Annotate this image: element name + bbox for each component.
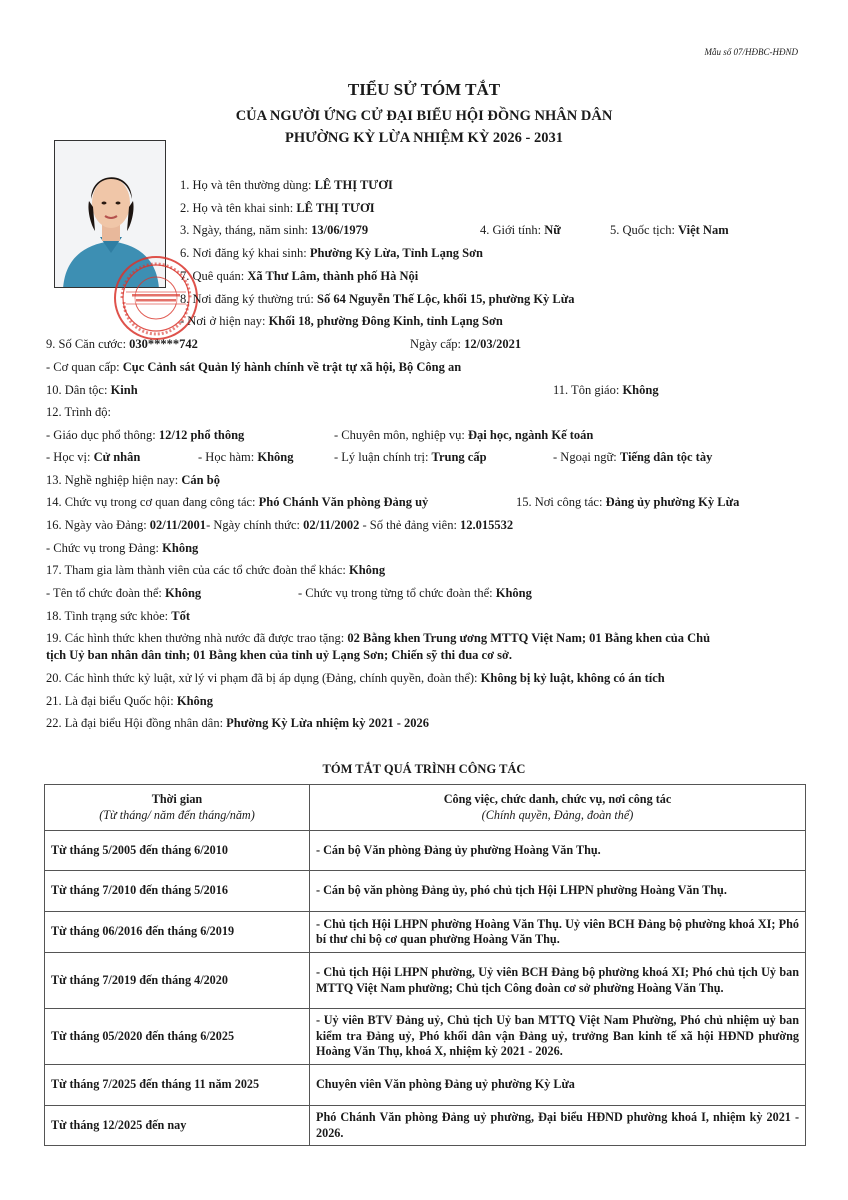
- document-subtitle: CỦA NGƯỜI ỨNG CỬ ĐẠI BIỂU HỘI ĐỒNG NHÂN DÂN: [235, 108, 613, 124]
- field-value: 12/03/2021: [464, 337, 522, 351]
- column-header-time: [45, 785, 310, 831]
- field-label: 2. Họ và tên khai sinh:: [180, 201, 294, 215]
- field-label: - Ngày chính thức:: [206, 518, 300, 532]
- field-value: 12/12 phổ thông: [158, 428, 245, 442]
- field-value: Cán bộ: [181, 473, 220, 487]
- field-value: Đảng ủy phường Kỳ Lừa: [605, 495, 740, 509]
- field-label: 5. Quốc tịch:: [610, 223, 675, 237]
- field-label: 15. Nơi công tác:: [516, 495, 603, 509]
- field-label: - Chức vụ trong Đảng:: [46, 541, 160, 555]
- field-discipline: [46, 671, 665, 686]
- field-label: - Nơi ở hiện nay:: [180, 314, 266, 328]
- table-header-row: [45, 785, 806, 831]
- work-history-table: [44, 784, 806, 1146]
- field-political-theory: [334, 450, 487, 465]
- row-time: Từ tháng 5/2005 đến tháng 6/2010: [45, 831, 310, 871]
- field-value: Không: [348, 563, 386, 577]
- field-education-heading: [46, 405, 111, 420]
- row-time: Từ tháng 06/2016 đến tháng 6/2019: [45, 912, 310, 953]
- field-value: 02/11/2002: [303, 518, 360, 532]
- field-position: [46, 495, 428, 510]
- field-label: 20. Các hình thức kỷ luật, xử lý vi phạm đã bị áp dụng (Đảng, chính quyền, đoàn thể):: [46, 671, 478, 685]
- field-id-issue-date: [410, 337, 521, 352]
- field-value: Cục Cảnh sát Quản lý hành chính về trật tự xã hội, Bộ Công an: [122, 360, 462, 374]
- field-label: - Chức vụ trong từng tổ chức đoàn thể:: [298, 586, 493, 600]
- table-row: [45, 871, 806, 912]
- field-current-residence: [180, 314, 503, 329]
- field-label: 9. Số Căn cước:: [46, 337, 127, 351]
- field-value: Tốt: [171, 609, 191, 623]
- field-label: - Ngoại ngữ:: [553, 450, 617, 464]
- table-row: [45, 831, 806, 871]
- field-label: 4. Giới tính:: [480, 223, 542, 237]
- field-nationality: [610, 223, 729, 238]
- field-value: Phường Kỳ Lừa, Tỉnh Lạng Sơn: [309, 246, 484, 260]
- column-header-label: Thời gian: [151, 792, 203, 806]
- field-religion: [553, 383, 659, 398]
- field-hometown: [180, 269, 418, 284]
- field-label: - Học hàm:: [198, 450, 255, 464]
- row-time: Từ tháng 7/2025 đến tháng 11 năm 2025: [45, 1065, 310, 1106]
- field-value: 13/06/1979: [311, 223, 369, 237]
- field-occupation: [46, 473, 220, 488]
- field-value: Không: [165, 586, 202, 600]
- table-row: [45, 912, 806, 953]
- field-permanent-residence: [180, 292, 575, 307]
- column-header-note: (Từ tháng/ năm đến tháng/năm): [99, 807, 255, 822]
- field-value: Không: [495, 586, 532, 600]
- row-description: - Cán bộ văn phòng Đảng ủy, phó chủ tịch Hội LHPN phường Hoàng Văn Thụ.: [310, 871, 806, 912]
- field-label: - Giáo dục phổ thông:: [46, 428, 156, 442]
- field-value: 02/11/2001: [149, 518, 207, 532]
- field-health: [46, 609, 190, 624]
- field-label: - Tên tổ chức đoàn thể:: [46, 586, 162, 600]
- field-value: Phó Chánh Văn phòng Đảng uỷ: [258, 495, 429, 509]
- field-party-membership: [46, 518, 513, 533]
- column-header-label: Công việc, chức danh, chức vụ, nơi công tác: [443, 792, 672, 806]
- field-label: - Lý luận chính trị:: [334, 450, 429, 464]
- field-value: Việt Nam: [678, 223, 729, 237]
- field-value: 12.015532: [460, 518, 514, 532]
- field-label: 13. Nghề nghiệp hiện nay:: [46, 473, 179, 487]
- field-value: Không: [622, 383, 659, 397]
- field-label: 11. Tôn giáo:: [553, 383, 620, 397]
- field-degree: [46, 450, 140, 465]
- field-value: Trung cấp: [431, 450, 487, 464]
- table-row: [45, 1065, 806, 1106]
- field-id-number: [46, 337, 198, 352]
- field-value: Nữ: [544, 223, 561, 237]
- field-value: Không: [176, 694, 214, 708]
- field-birth-registration: [180, 246, 483, 261]
- table-row: [45, 953, 806, 1009]
- field-value: Không: [257, 450, 294, 464]
- field-label: 3. Ngày, tháng, năm sinh:: [180, 223, 308, 237]
- document-title: TIỂU SỬ TÓM TẮT: [347, 80, 501, 99]
- field-value: Tiếng dân tộc tày: [619, 450, 713, 464]
- field-foreign-language: [553, 450, 712, 465]
- field-label: 16. Ngày vào Đảng:: [46, 518, 147, 532]
- column-header-note: (Chính quyền, Đảng, đoàn thể): [481, 807, 634, 822]
- field-general-education: [46, 428, 244, 443]
- field-organization-name: [46, 586, 201, 601]
- row-description: Chuyên viên Văn phòng Đảng uỷ phường Kỳ Lừa: [310, 1065, 806, 1106]
- field-workplace: [516, 495, 739, 510]
- field-value: Xã Thư Lâm, thành phố Hà Nội: [247, 269, 419, 283]
- form-number: Mẫu số 07/HĐBC-HĐND: [704, 47, 798, 57]
- field-common-name: [180, 178, 393, 193]
- field-value: Không: [162, 541, 199, 555]
- field-label: 19. Các hình thức khen thưởng nhà nước đã được trao tặng:: [46, 631, 345, 645]
- field-value: Số 64 Nguyễn Thế Lộc, khối 15, phường Kỳ Lừa: [317, 292, 575, 306]
- field-value: Khối 18, phường Đông Kinh, tỉnh Lạng Sơn: [268, 314, 503, 328]
- field-label: Ngày cấp:: [410, 337, 462, 351]
- field-ethnicity: [46, 383, 138, 398]
- field-label: 6. Nơi đăng ký khai sinh:: [180, 246, 307, 260]
- column-header-duties: [310, 785, 806, 831]
- row-description: - Cán bộ Văn phòng Đảng ủy phường Hoàng Văn Thụ.: [310, 831, 806, 871]
- field-label: 7. Quê quán:: [180, 269, 245, 283]
- field-birth-date: [180, 223, 368, 238]
- row-time: Từ tháng 7/2019 đến tháng 4/2020: [45, 953, 310, 1009]
- field-party-position: [46, 541, 198, 556]
- field-label: - Chuyên môn, nghiệp vụ:: [334, 428, 465, 442]
- field-awards: [46, 631, 710, 646]
- field-value: 02 Bằng khen Trung ương MTTQ Việt Nam; 01 Bằng khen của Chủ: [347, 631, 711, 645]
- table-row: [45, 1106, 806, 1146]
- field-label: 22. Là đại biểu Hội đồng nhân dân:: [46, 716, 224, 730]
- field-gender: [480, 223, 561, 238]
- row-description: - Chủ tịch Hội LHPN phường, Uỷ viên BCH Đảng bộ phường khoá XI; Phó chủ tịch Uỷ ban MTTQ Việt Nam phường; Chủ tịch Công đoàn cơ sở phường Hoàng Văn Thụ.: [310, 953, 806, 1009]
- field-label: 12. Trình độ:: [46, 405, 111, 419]
- field-other-organizations: [46, 563, 385, 578]
- field-organization-position: [298, 586, 532, 601]
- row-description: Phó Chánh Văn phòng Đảng uỷ phường, Đại biểu HĐND phường khoá I, nhiệm kỳ 2021 - 2026.: [310, 1106, 806, 1146]
- field-specialization: [334, 428, 593, 443]
- field-value: Không bị kỷ luật, không có án tích: [480, 671, 665, 685]
- field-value: tịch Uỷ ban nhân dân tỉnh; 01 Bằng khen của tỉnh uỷ Lạng Sơn; Chiến sỹ thi đua cơ sở.: [46, 648, 513, 662]
- field-value: Kinh: [110, 383, 138, 397]
- field-label: 14. Chức vụ trong cơ quan đang công tác:: [46, 495, 256, 509]
- row-time: Từ tháng 12/2025 đến nay: [45, 1106, 310, 1146]
- field-national-assembly: [46, 694, 213, 709]
- field-label: 17. Tham gia làm thành viên của các tổ chức đoàn thể khác:: [46, 563, 346, 577]
- field-value: 030*****742: [129, 337, 198, 351]
- field-id-issuer: [46, 360, 461, 375]
- field-academic-title: [198, 450, 294, 465]
- field-label: 18. Tình trạng sức khỏe:: [46, 609, 169, 623]
- row-description: - Chủ tịch Hội LHPN phường Hoàng Văn Thụ. Uỷ viên BCH Đảng bộ phường khoá XI; Phó bí thư chi bộ cơ quan phường Hoàng Văn Thụ.: [310, 912, 806, 953]
- field-awards-continued: [46, 648, 512, 663]
- work-history-title: TÓM TẮT QUÁ TRÌNH CÔNG TÁC: [322, 762, 526, 776]
- field-label: 21. Là đại biểu Quốc hội:: [46, 694, 174, 708]
- document-subtitle-term: PHƯỜNG KỲ LỪA NHIỆM KỲ 2026 - 2031: [284, 130, 564, 146]
- field-value: LÊ THỊ TƯƠI: [296, 201, 375, 215]
- field-label: - Học vị:: [46, 450, 91, 464]
- field-peoples-council: [46, 716, 429, 731]
- field-value: LÊ THỊ TƯƠI: [314, 178, 393, 192]
- field-value: Phường Kỳ Lừa nhiệm kỳ 2021 - 2026: [226, 716, 430, 730]
- field-value: Đại học, ngành Kế toán: [468, 428, 594, 442]
- field-label: - Số thẻ đảng viên:: [362, 518, 457, 532]
- table-row: [45, 1009, 806, 1065]
- field-label: 8. Nơi đăng ký thường trú:: [180, 292, 314, 306]
- field-label: 1. Họ và tên thường dùng:: [180, 178, 312, 192]
- row-time: Từ tháng 7/2010 đến tháng 5/2016: [45, 871, 310, 912]
- field-value: Cử nhân: [93, 450, 141, 464]
- field-label: - Cơ quan cấp:: [46, 360, 120, 374]
- row-time: Từ tháng 05/2020 đến tháng 6/2025: [45, 1009, 310, 1065]
- row-description: - Uỷ viên BTV Đảng uỷ, Chủ tịch Uỷ ban MTTQ Việt Nam Phường, Phó chủ nhiệm uỷ ban kiểm tra Đảng uỷ, Phó khối dân vận Đảng uỷ, trưởng Ban kinh tế xã hội HĐND phường Hoàng Văn Thụ, khoá X, nhiệm kỳ 2021 - 2026.: [310, 1009, 806, 1065]
- field-label: 10. Dân tộc:: [46, 383, 108, 397]
- field-birth-name: [180, 201, 375, 216]
